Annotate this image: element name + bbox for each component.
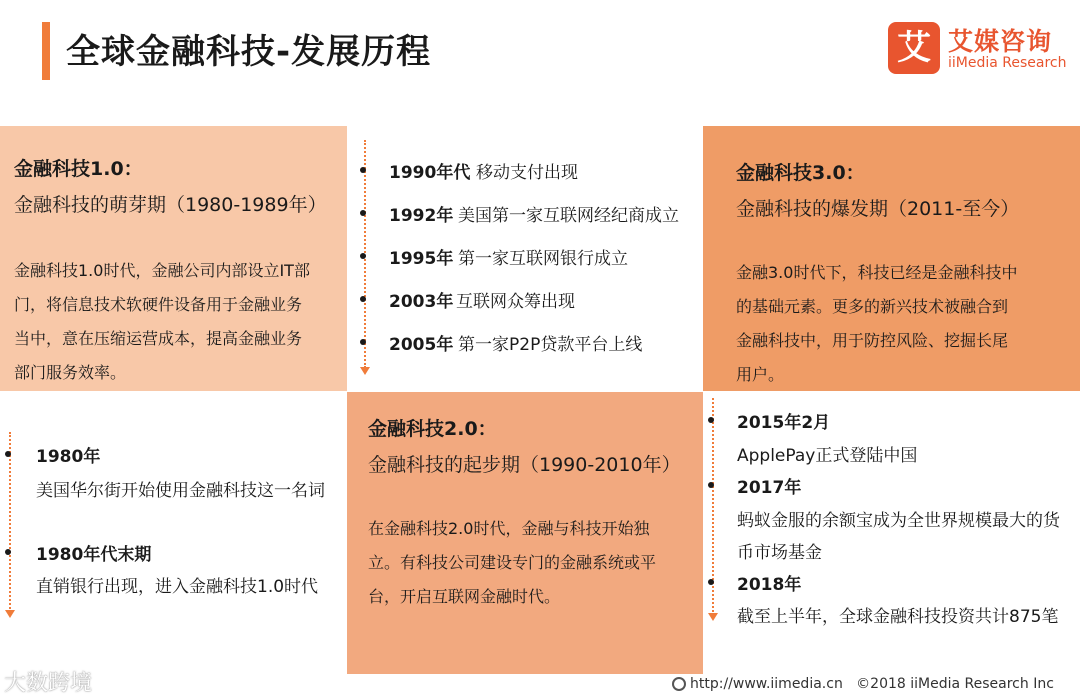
era2-desc-line: 台，开启互联网金融时代。 (368, 587, 561, 606)
timeline3-bullet (708, 482, 714, 488)
era1-block (0, 126, 347, 391)
logo-en-text: iiMedia Research (948, 55, 1067, 71)
era2-heading: 金融科技2.0： (368, 418, 497, 440)
timeline2-text: 第一家互联网银行成立 (458, 249, 628, 269)
timeline3-bullet (708, 579, 714, 585)
timeline1-bullet (5, 549, 11, 555)
timeline3-arrow-icon (708, 613, 718, 621)
footer-url[interactable]: http://www.iimedia.cn (690, 676, 843, 692)
era1-desc-line: 金融科技1.0时代，金融公司内部设立IT部 (14, 261, 310, 280)
timeline2-bullet (360, 339, 366, 345)
timeline1-text: 直销银行出现，进入金融科技1.0时代 (36, 577, 319, 597)
title-accent-bar (42, 22, 50, 80)
era1-desc-line: 当中，意在压缩运营成本，提高金融业务 (14, 329, 303, 348)
timeline1-arrow-icon (5, 610, 15, 618)
timeline3-year: 2018年 (737, 575, 802, 595)
timeline1-year: 1980年 (36, 447, 101, 467)
era2-desc-line: 立。有科技公司建设专门的金融系统或平 (368, 553, 657, 572)
era1-desc-line: 部门服务效率。 (14, 363, 127, 382)
era3-desc-line: 用户。 (736, 365, 785, 384)
timeline2-bullet (360, 167, 366, 173)
era2-block (347, 392, 703, 674)
era2-description (368, 512, 656, 614)
timeline3-year: 2017年 (737, 478, 802, 498)
era3-desc-line: 金融科技中，用于防控风险、挖掘长尾 (736, 331, 1009, 350)
timeline3-text: 币市场基金 (737, 543, 822, 563)
timeline3-year: 2015年2月 (737, 413, 831, 433)
era2-subtitle: 金融科技的起步期（1990-2010年） (368, 454, 681, 476)
timeline2-year: 2003年 (389, 292, 454, 312)
timeline2-text: 移动支付出现 (476, 163, 578, 183)
timeline2-year: 2005年 (389, 335, 454, 355)
timeline2-year: 1992年 (389, 206, 454, 226)
timeline2-text: 互联网众筹出现 (456, 292, 575, 312)
timeline3-bullet (708, 417, 714, 423)
era1-heading: 金融科技1.0： (14, 158, 143, 180)
logo-icon: 艾 (888, 22, 940, 74)
footer-copyright: ©2018 iiMedia Research Inc (856, 676, 1054, 692)
watermark: 大数跨境 (4, 671, 93, 696)
era1-subtitle: 金融科技的萌芽期（1980-1989年） (14, 194, 327, 216)
era3-desc-line: 金融3.0时代下，科技已经是金融科技中 (736, 263, 1018, 282)
era3-heading: 金融科技3.0： (736, 162, 865, 184)
era1-description (14, 254, 310, 390)
logo (888, 22, 1078, 78)
logo-cn-text: 艾媒咨询 (948, 27, 1053, 56)
globe-icon (672, 677, 686, 691)
era2-desc-line: 在金融科技2.0时代，金融与科技开始独 (368, 519, 650, 538)
era3-desc-line: 的基础元素。更多的新兴技术被融合到 (736, 297, 1009, 316)
timeline1-text: 美国华尔街开始使用金融科技这一名词 (36, 481, 325, 501)
timeline2-year: 1995年 (389, 249, 454, 269)
timeline1-line (9, 432, 11, 612)
timeline2-text: 美国第一家互联网经纪商成立 (458, 206, 679, 226)
timeline2-bullet (360, 296, 366, 302)
footer (672, 676, 1054, 692)
timeline1-year: 1980年代末期 (36, 545, 152, 565)
era3-subtitle: 金融科技的爆发期（2011-至今） (736, 198, 1020, 220)
page-title: 全球金融科技-发展历程 (66, 32, 432, 72)
timeline3-text: 截至上半年，全球金融科技投资共计875笔 (737, 607, 1059, 627)
timeline2-year: 1990年代 (389, 163, 471, 183)
era3-block (703, 126, 1080, 391)
timeline2-text: 第一家P2P贷款平台上线 (458, 335, 643, 355)
era3-description (736, 256, 1017, 392)
timeline2-bullet (360, 253, 366, 259)
timeline2-arrow-icon (360, 367, 370, 375)
timeline2-bullet (360, 210, 366, 216)
timeline3-text: 蚂蚁金服的余额宝成为全世界规模最大的货 (737, 511, 1060, 531)
timeline3-text: ApplePay正式登陆中国 (737, 446, 918, 466)
era1-desc-line: 门，将信息技术软硬件设备用于金融业务 (14, 295, 303, 314)
timeline1-bullet (5, 451, 11, 457)
